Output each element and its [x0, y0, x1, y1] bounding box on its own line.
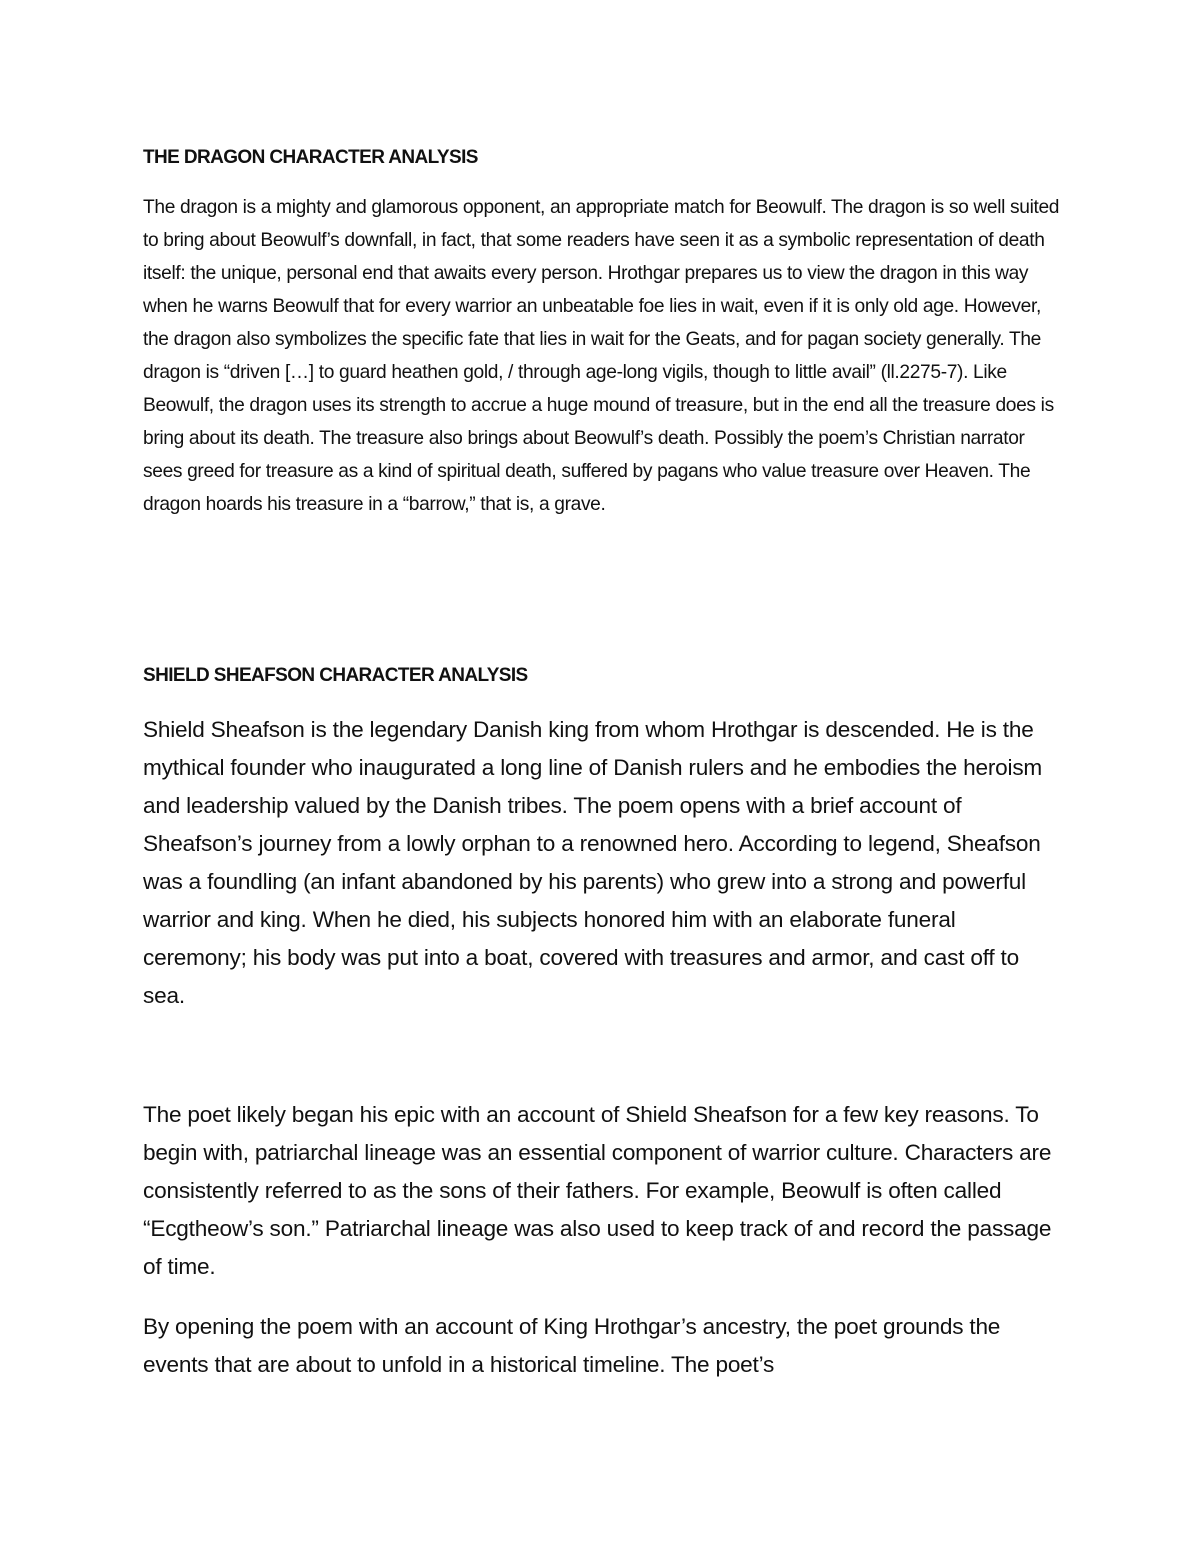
shield-section-paragraph-1: Shield Sheafson is the legendary Danish king from whom Hrothgar is descended. He is the mythical founder who inaugurated a long line of Danish rulers and he embodies the heroism and leadership valued by the Danish tribes. The poem opens with a brief account of Sheafson’s journey from a lowly orphan to a renowned hero. According to legend, Sheafson was a foundling (an infant abandoned by his parents) who grew into a strong and powerful warrior and king. When he died, his subjects honored him with an elaborate funeral ceremony; his body was put into a boat, covered with treasures and armor, and cast off to sea. — [143, 717, 1043, 1008]
dragon-section-paragraph: The dragon is a mighty and glamorous opponent, an appropriate match for Beowulf. The dragon is so well suited to bring about Beowulf’s downfall, in fact, that some readers have seen it as a symbolic representation of death itself: the unique, personal end that awaits every person. Hrothgar prepares us to view the dragon in this way when he warns Beowulf that for every warrior an unbeatable foe lies in wait, even if it is only old age. However, the dragon also symbolizes the specific fate that lies in wait for the Geats, and for pagan society generally. The dragon is “driven […] to guard heathen gold, / through age-long vigils, though to little avail” (ll.2275-7). Like Beowulf, the dragon uses its strength to accrue a huge mound of treasure, but in the end all the treasure does is bring about its death. The treasure also brings about Beowulf’s death. Possibly the poem’s Christian narrator sees greed for treasure as a kind of spiritual death, suffered by pagans who value treasure over Heaven. The dragon hoards his treasure in a “barrow,” that is, a grave. — [143, 197, 1060, 515]
shield-section-paragraph-2: The poet likely began his epic with an account of Shield Sheafson for a few key reasons. To begin with, patriarchal lineage was an essential component of warrior culture. Characters are consistently referred to as the sons of their fathers. For example, Beowulf is often called “Ecgtheow’s son.” Patriarchal lineage was also used to keep track of and record the passage of time. — [143, 1102, 1052, 1279]
shield-section-heading: SHIELD SHEAFSON CHARACTER ANALYSIS — [143, 665, 528, 686]
shield-section-paragraph-3: By opening the poem with an account of King Hrothgar’s ancestry, the poet grounds the events that are about to unfold in a historical timeline. The poet’s — [143, 1314, 1001, 1377]
dragon-section-heading: THE DRAGON CHARACTER ANALYSIS — [143, 147, 478, 168]
